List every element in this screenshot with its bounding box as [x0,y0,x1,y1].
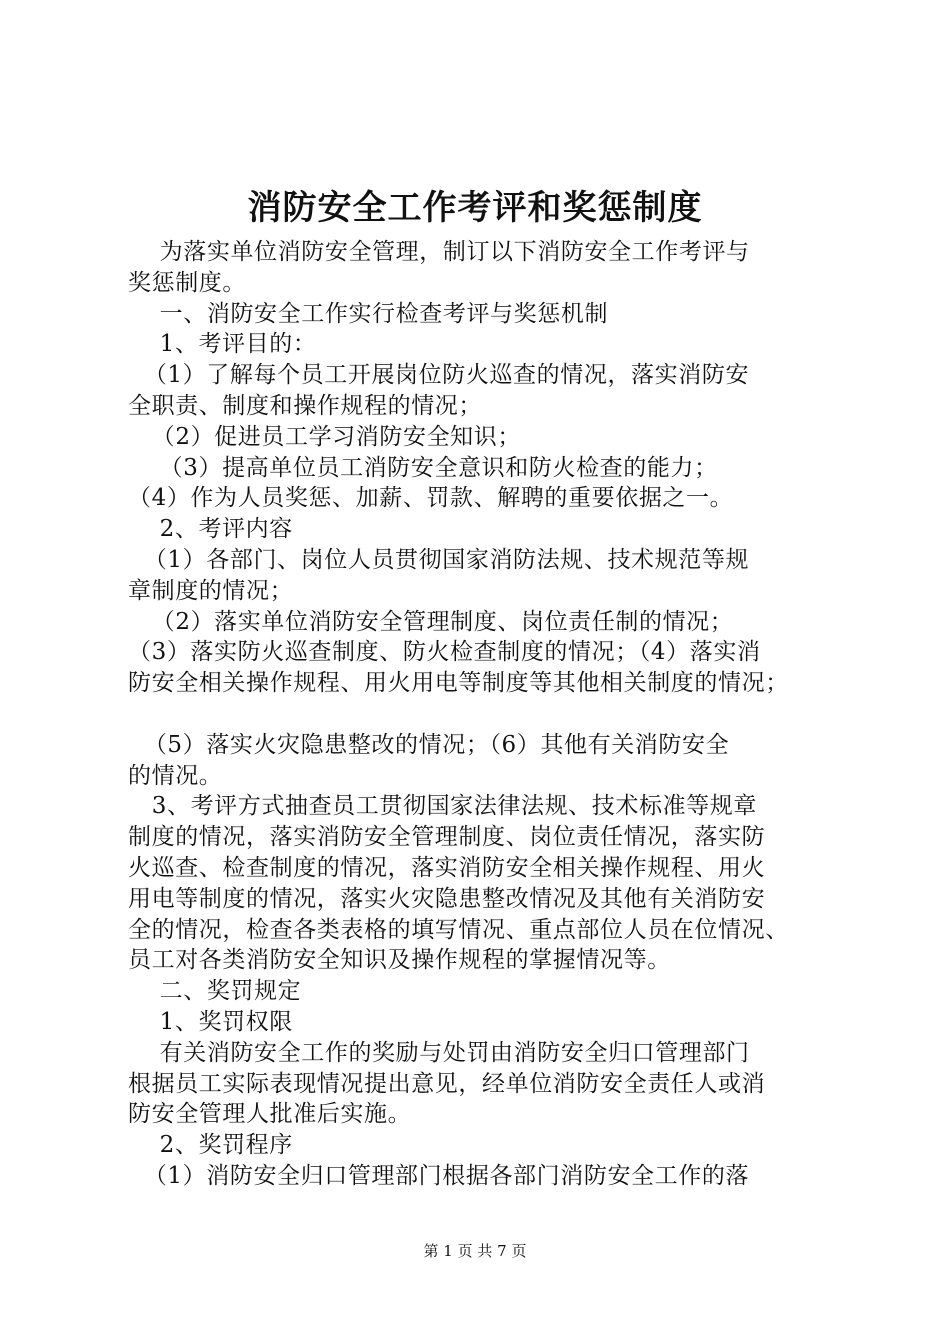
body-line: 的情况。 [128,762,223,789]
body-line: 火巡查、检查制度的情况，落实消防安全相关操作规程、用火 [128,854,766,881]
body-line: 1、考评目的： [128,331,317,358]
body-line: 全的情况，检查各类表格的填写情况、重点部位人员在位情况、 [128,916,789,943]
page-footer: 第 1 页 共 7 页 [423,1242,527,1260]
body-line: 员工对各类消防安全知识及操作规程的掌握情况等。 [128,947,671,974]
body-line: 用电等制度的情况，落实火灾隐患整改情况及其他有关消防安 [128,885,766,912]
body-line: 有关消防安全工作的奖励与处罚由消防安全归口管理部门 [128,1039,750,1066]
body-line: 制度的情况，落实消防安全管理制度、岗位责任情况，落实防 [128,824,766,851]
body-line: 2、奖罚程序 [128,1132,293,1159]
body-line: 一、消防安全工作实行检查考评与奖惩机制 [128,300,609,327]
body-line: 为落实单位消防安全管理，制订以下消防安全工作考评与 [128,239,750,265]
body-line: 防安全管理人批准后实施。 [128,1101,412,1128]
body-line: （1）消防安全归口管理部门根据各部门消防安全工作的落 [128,1162,750,1189]
body-line: （5）落实火灾隐患整改的情况；（6）其他有关消防安全 [128,731,730,758]
body-line [128,699,833,730]
body-line: 防安全相关操作规程、用火用电等制度等其他相关制度的情况； [128,670,789,697]
body-line: （3）落实防火巡查制度、防火检查制度的情况；（4）落实消 [128,639,761,666]
document-title: 消防安全工作考评和奖惩制度 [247,188,703,228]
body-line: （4）作为人员奖惩、加薪、罚款、解聘的重要依据之一。 [128,485,734,512]
body-line: 根据员工实际表现情况提出意见，经单位消防安全责任人或消 [128,1070,766,1097]
body-line: 章制度的情况； [128,577,294,604]
body-line: （1）各部门、岗位人员贯彻国家消防法规、技术规范等规 [128,546,750,573]
body-line: 奖惩制度。 [128,269,246,296]
body-line: 3、考评方式抽查员工贯彻国家法律法规、技术标准等规章 [128,793,757,820]
body-line: （1）了解每个员工开展岗位防火巡查的情况，落实消防安 [128,362,750,389]
body-line: 1、奖罚权限 [128,1008,293,1035]
document-body [128,237,833,1192]
body-line: （3）提高单位员工消防安全意识和防火检查的能力； [128,454,718,481]
body-line: 全职责、制度和操作规程的情况； [128,392,482,419]
body-line: 二、奖罚规定 [128,978,302,1005]
body-line: 2、考评内容 [128,516,293,543]
body-line: （2）促进员工学习消防安全知识； [128,423,521,450]
body-line: （2）落实单位消防安全管理制度、岗位责任制的情况； [128,608,734,635]
